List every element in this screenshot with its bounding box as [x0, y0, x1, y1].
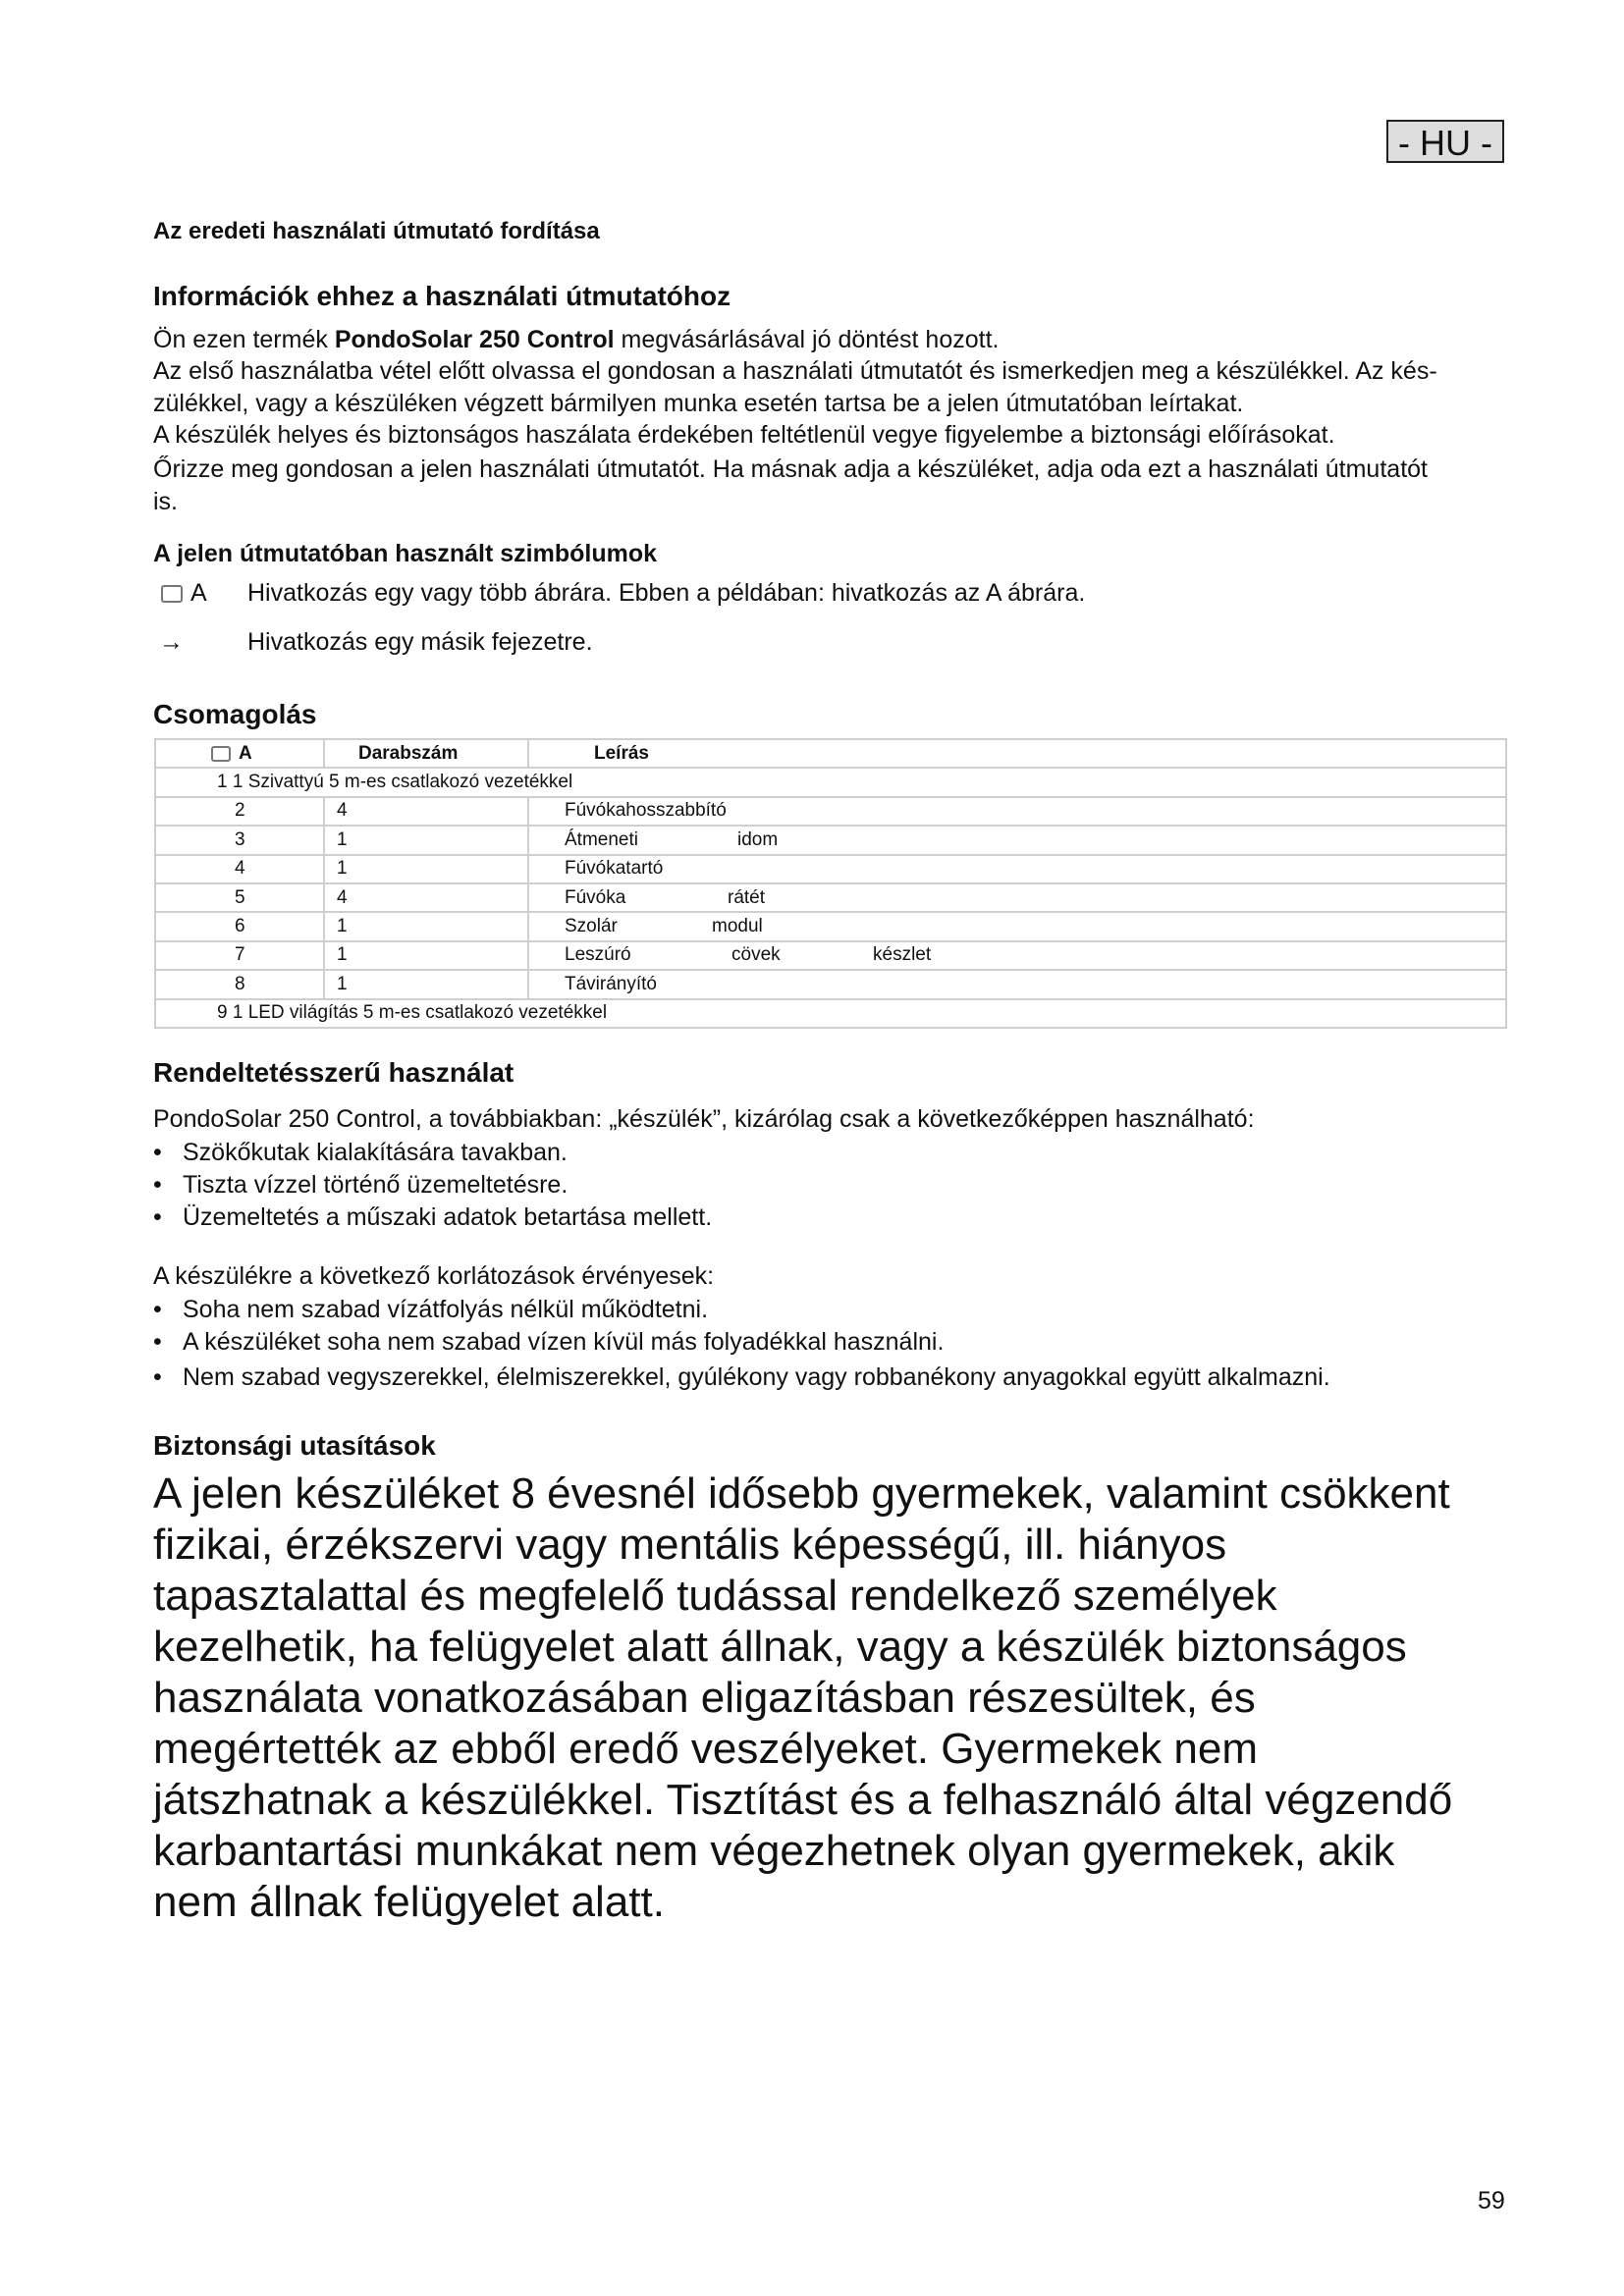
packaging-table	[154, 738, 1507, 1029]
info-p2-line-2: zülékkel, vagy a készüléken végzett bármilyen munka esetén tartsa be a jelen útmutatóban leírtakat.	[153, 390, 1244, 417]
table-row	[155, 970, 1506, 998]
table-row	[155, 941, 1506, 970]
desc-text: Szolár	[565, 916, 618, 937]
table-cell-desc	[528, 941, 1506, 970]
list-item: • Soha nem szabad vízátfolyás nélkül működtetni.	[153, 1294, 1330, 1326]
col-header-a	[155, 739, 324, 768]
safety-line: A jelen készüléket 8 évesnél idősebb gyermekek, valamint csökkent	[153, 1469, 1450, 1518]
symbol-row-figure	[161, 576, 207, 610]
info-p1-pre: Ön ezen termék	[153, 326, 335, 353]
col-header-qty: Darabszám	[324, 739, 528, 768]
arrow-icon: →	[159, 628, 184, 656]
desc-extra: idom	[737, 828, 779, 850]
col-a-label: A	[239, 742, 252, 764]
table-cell-merged: 9 1 LED világítás 5 m-es csatlakozó vezetékkel	[155, 999, 1506, 1028]
table-cell-a: 8	[155, 970, 324, 998]
table-cell-a: 5	[155, 883, 324, 912]
table-row	[155, 999, 1506, 1028]
table-cell-qty: 4	[324, 797, 528, 826]
desc-extra: készlet	[873, 944, 932, 966]
table-cell-a: 2	[155, 797, 324, 826]
info-paragraph-1	[153, 324, 1518, 356]
table-cell-qty: 1	[324, 855, 528, 883]
table-cell-a: 3	[155, 826, 324, 854]
table-row	[155, 883, 1506, 912]
table-cell-qty: 1	[324, 826, 528, 854]
table-row	[155, 797, 1506, 826]
table-cell-a: 6	[155, 912, 324, 940]
safety-line: nem állnak felügyelet alatt.	[153, 1878, 665, 1926]
safety-heading: Biztonsági utasítások	[153, 1430, 436, 1461]
figure-ref-icon	[161, 585, 183, 603]
table-cell-qty: 1	[324, 912, 528, 940]
list-item: • A készüléket soha nem szabad vízen kívül más folyadékkal használni.	[153, 1326, 1330, 1359]
desc-text: Távirányító	[565, 973, 657, 994]
list-item: • Szökőkutak kialakítására tavakban.	[153, 1137, 712, 1169]
product-name: PondoSolar 250 Control	[334, 326, 615, 353]
table-cell-qty: 4	[324, 883, 528, 912]
figure-ref-icon	[211, 746, 231, 762]
packaging-heading: Csomagolás	[153, 699, 317, 729]
symbol-row-chapter-text: Hivatkozás egy másik fejezetre.	[247, 628, 593, 656]
safety-line: használata vonatkozásában eligazításban részesültek, és	[153, 1674, 1256, 1722]
desc-extra: cövek	[731, 944, 781, 966]
table-row	[155, 826, 1506, 854]
table-cell-a: 4	[155, 855, 324, 883]
document-title: Az eredeti használati útmutató fordítása	[153, 218, 600, 244]
desc-text: Fúvóka	[565, 886, 626, 908]
table-cell-desc	[528, 855, 1506, 883]
safety-line: karbantartási munkákat nem végezhetnek olyan gyermekek, akik	[153, 1827, 1395, 1875]
info-p4-line-2: is.	[153, 488, 178, 515]
info-paragraph-2	[153, 355, 1528, 420]
table-cell-qty: 1	[324, 941, 528, 970]
info-paragraph-3: A készülék helyes és biztonságos haszálata érdekében feltétlenül vegye figyelembe a biztonsági előírásokat.	[153, 421, 1335, 449]
intended-use-list	[153, 1137, 712, 1234]
info-paragraph-4	[153, 454, 1528, 518]
restrictions-intro: A készülékre a következő korlátozások érvényesek:	[153, 1262, 715, 1290]
desc-text: Leszúró	[565, 944, 631, 966]
table-cell-desc	[528, 797, 1506, 826]
list-item: • Nem szabad vegyszerekkel, élelmiszerekkel, gyúlékony vagy robbanékony anyagokkal együtt alkalmazni.	[153, 1362, 1330, 1394]
info-heading: Információk ehhez a használati útmutatóhoz	[153, 281, 731, 311]
table-cell-desc	[528, 912, 1506, 940]
desc-text: Fúvókahosszabbító	[565, 800, 727, 822]
table-cell-merged: 1 1 Szivattyú 5 m-es csatlakozó vezetékkel	[155, 768, 1506, 796]
safety-line: fizikai, érzékszervi vagy mentális képességű, ill. hiányos	[153, 1521, 1227, 1569]
table-row	[155, 768, 1506, 796]
table-cell-desc	[528, 826, 1506, 854]
page-number: 59	[1478, 2187, 1505, 2215]
restrictions-list	[153, 1294, 1330, 1394]
language-badge: - HU -	[1386, 120, 1504, 163]
desc-extra: rátét	[728, 886, 766, 908]
list-item: • Üzemeltetés a műszaki adatok betartása mellett.	[153, 1201, 712, 1234]
table-cell-desc	[528, 970, 1506, 998]
table-cell-desc	[528, 883, 1506, 912]
col-header-desc: Leírás	[528, 739, 1506, 768]
desc-text: Fúvókatartó	[565, 858, 664, 880]
table-cell-a: 7	[155, 941, 324, 970]
list-item: • Tiszta vízzel történő üzemeltetésre.	[153, 1169, 712, 1201]
symbol-row-figure-text: Hivatkozás egy vagy több ábrára. Ebben a példában: hivatkozás az A ábrára.	[247, 579, 1086, 607]
safety-line: megértették az ebből eredő veszélyeket. Gyermekek nem	[153, 1725, 1258, 1773]
safety-line: játszhatnak a készülékkel. Tisztítást és a felhasználó által végzendő	[153, 1776, 1453, 1824]
table-cell-qty: 1	[324, 970, 528, 998]
info-p4-line-1: Őrizze meg gondosan a jelen használati útmutatót. Ha másnak adja a készüléket, adja oda ezt a használati útmutatót	[153, 455, 1428, 483]
info-p2-line-1: Az első használatba vétel előtt olvassa el gondosan a használati útmutatót és ismerkedjen meg a készülékkel. Az kés-	[153, 357, 1437, 385]
desc-text: Átmeneti	[565, 828, 638, 850]
symbols-heading: A jelen útmutatóban használt szimbólumok	[153, 540, 658, 567]
info-p1-post: megvásárlásával jó döntést hozott.	[614, 326, 1000, 353]
desc-extra: modul	[712, 916, 763, 937]
safety-text	[153, 1468, 1547, 1928]
table-header-row	[155, 739, 1506, 768]
table-row	[155, 912, 1506, 940]
safety-line: kezelhetik, ha felügyelet alatt állnak, vagy a készülék biztonságos	[153, 1623, 1407, 1671]
table-row	[155, 855, 1506, 883]
safety-line: tapasztalattal és megfelelő tudással rendelkező személyek	[153, 1572, 1277, 1620]
symbol-label: A	[190, 579, 207, 607]
intended-use-heading: Rendeltetésszerű használat	[153, 1057, 514, 1088]
intended-use-intro: PondoSolar 250 Control, a továbbiakban: „készülék”, kizárólag csak a következőképpen használható:	[153, 1105, 1255, 1133]
